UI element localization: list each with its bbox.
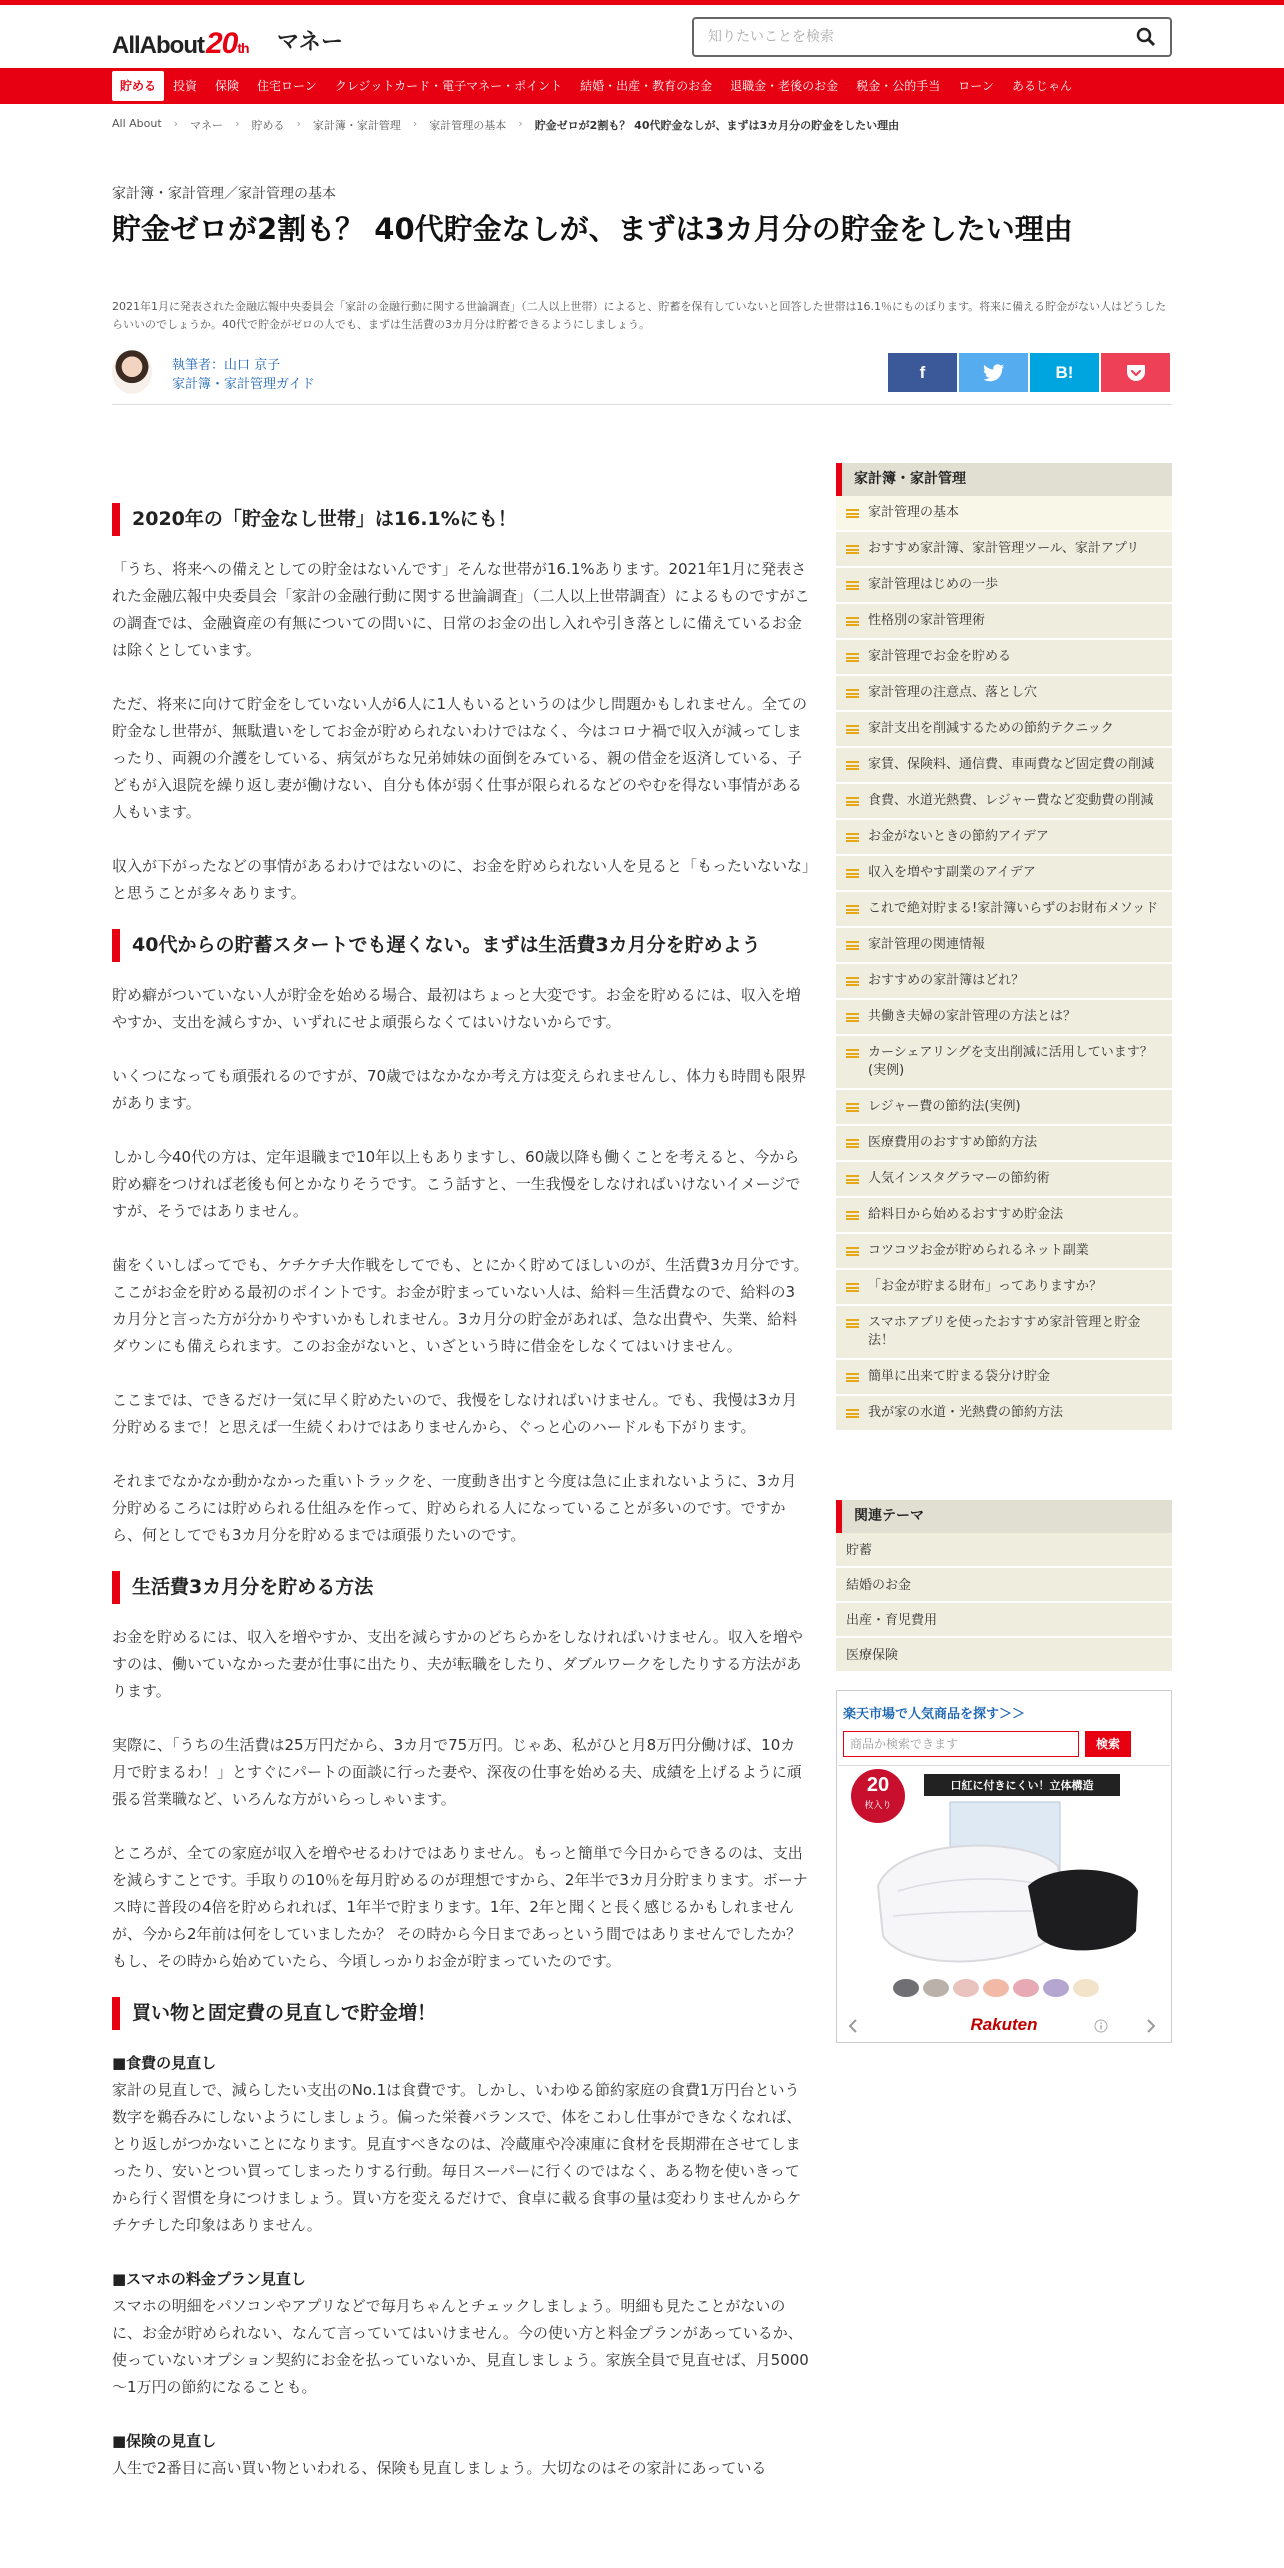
breadcrumb-link[interactable]: 家計簿・家計管理 (312, 119, 401, 132)
paragraph: しかし今40代の方は、定年退職まで10年以上もありますし、60歳以降も働くことを考えると、今から貯め癖をつければ老後も何とかなりそうです。こう話すと、一生我慢をしなければいけないイメージですが、そうではありません。 (112, 1148, 801, 1220)
article-category[interactable]: 家計簿・家計管理／家計管理の基本 (112, 186, 336, 202)
search-icon[interactable] (1136, 27, 1156, 47)
twitter-share-button[interactable] (959, 353, 1028, 392)
breadcrumb-link[interactable]: 貯める (251, 119, 285, 132)
sidebar-item[interactable] (836, 820, 1172, 856)
sidebar-item[interactable] (836, 964, 1172, 1000)
sidebar-item[interactable] (836, 1360, 1172, 1396)
sidebar-item[interactable] (836, 1306, 1172, 1360)
nav-item[interactable]: 結婚・出産・教育のお金 (580, 79, 713, 93)
sidebar-item-label: 簡単に出来て貯まる袋分け貯金 (868, 1369, 1051, 1384)
section-heading: 生活費3カ月分を貯める方法 (112, 1571, 810, 1604)
sidebar-item[interactable] (836, 1270, 1172, 1306)
list-bullet-icon (846, 617, 859, 626)
sidebar-heading[interactable]: 家計簿・家計管理 (836, 463, 1172, 496)
list-bullet-icon (846, 1175, 859, 1184)
logo-th: th (237, 40, 249, 56)
sidebar-item-label: 「お金が貯まる財布」ってありますか？ (868, 1279, 1103, 1294)
author-guide-link[interactable]: 家計簿・家計管理ガイド (172, 377, 315, 392)
sidebar-item-label: スマホアプリを使ったおすすめ家計管理と貯金法！ (868, 1315, 1141, 1348)
sidebar-item-label: 家計支出を削減するための節約テクニック (868, 721, 1114, 736)
list-bullet-icon (846, 1211, 859, 1220)
list-bullet-icon (846, 653, 859, 662)
list-bullet-icon (846, 761, 859, 770)
paragraph: ここまでは、できるだけ一気に早く貯めたいので、我慢をしなければいけません。でも、我慢は3カ月分貯めるまで！と思えば一生続くわけではありませんから、ぐっと心のハードルも下がります。 (112, 1391, 798, 1436)
sidebar-related-themes (836, 1500, 1172, 1673)
sidebar-item[interactable] (836, 856, 1172, 892)
paragraph: スマホの明細をパソコンやアプリなどで毎月ちゃんとチェックしましょう。明細も見たことがないのに、お金が貯められない、なんて言っていてはいけません。今の使い方と料金プランがあっているか、使っていないオプション契約にお金を払っていないか、見直しましょう。家族全員で見直せば、月5000～1万円の節約になることも。 (112, 2297, 809, 2396)
paragraph: それまでなかなか動かなかった重いトラックを、一度動き出すと今度は急に止まれないように、3カ月分貯めるころには貯められる仕組みを作って、貯められる人になっていることが多いのです。ですから、何としてでも3カ月分を貯めるまでは頑張りたいのです。 (112, 1472, 797, 1544)
search-box[interactable] (692, 17, 1172, 57)
rakuten-link[interactable]: 楽天市場で人気商品を探す＞＞ (843, 1707, 1026, 1722)
list-bullet-icon (846, 869, 859, 878)
paragraph: 「うち、将来への備えとしての貯金はないんです」そんな世帯が16.1%あります。2021年1月に発表された金融広報中央委員会「家計の金融行動に関する世論調査」（二人以上世帯調査）によるものですがこの調査では、金融資産の有無についての問いに、日常のお金の出し入れや引き落としに備えているお金は除くとしています。 (112, 560, 810, 659)
sidebar-item[interactable] (836, 1126, 1172, 1162)
list-bullet-icon (846, 545, 859, 554)
list-bullet-icon (846, 1103, 859, 1112)
nav-item[interactable]: あるじゃん (1011, 79, 1072, 93)
breadcrumb-current: 貯金ゼロが2割も？ 40代貯金なしが、まずは3カ月分の貯金をしたい理由 (534, 119, 900, 132)
paragraph: 収入が下がったなどの事情があるわけではないのに、お金を貯められない人を見ると「もったいないな」と思うことが多々あります。 (112, 857, 810, 902)
sidebar-item-label: お金がないときの節約アイデア (868, 829, 1049, 844)
sidebar-item-label: 家計管理でお金を貯める (868, 649, 1012, 664)
list-bullet-icon (846, 797, 859, 806)
paragraph: 人生で2番目に高い買い物といわれる、保険も見直しましょう。大切なのはその家計にあっている (112, 2459, 767, 2477)
info-icon[interactable] (1094, 2019, 1108, 2033)
sidebar-item[interactable] (836, 1000, 1172, 1036)
list-bullet-icon (846, 1049, 859, 1058)
sidebar-item-label: 収入を増やす副業のアイデア (868, 865, 1036, 880)
related-theme-item[interactable]: 貯蓄 (836, 1533, 1172, 1568)
list-bullet-icon (846, 1247, 859, 1256)
section-heading: 2020年の「貯金なし世帯」は16.1%にも！ (112, 503, 810, 536)
sidebar-item-label: 家計管理の注意点、落とし穴 (868, 685, 1038, 700)
pocket-icon (1126, 364, 1146, 382)
rakuten-search-input[interactable] (843, 1731, 1079, 1757)
nav-item[interactable]: 住宅ローン (257, 79, 317, 93)
breadcrumb-link[interactable]: 家計管理の基本 (429, 119, 507, 132)
sidebar-category (836, 463, 1172, 1432)
related-theme-item[interactable]: 出産・育児費用 (836, 1603, 1172, 1638)
breadcrumb-separator-icon: › (173, 117, 179, 130)
breadcrumb-separator-icon: › (235, 117, 240, 130)
site-header (0, 5, 1284, 68)
nav-item[interactable]: 退職金・老後のお金 (730, 79, 839, 93)
paragraph: いくつになっても頑張れるのですが、70歳ではなかなか考え方は変えられませんし、体力も時間も限界があります。 (112, 1067, 807, 1112)
sidebar-item-label: 共働き夫婦の家計管理の方法とは？ (868, 1009, 1077, 1024)
nav-item[interactable]: ローン (958, 79, 994, 93)
paragraph: 家計の見直しで、減らしたい支出のNo.1は食費です。しかし、いわゆる節約家庭の食費1万円台という数字を鵜呑みにしないようにしましょう。偏った栄養バランスで、体をこわし仕事ができなくなれば、とり返しがつかないことになります。見直すべきなのは、冷蔵庫や冷凍庫に食材を長期滞在させてしまったり、安いとつい買ってしまったりする行動。毎日スーパーに行くのではなく、ある物を使いきってから行く習慣を身につけましょう。買い方を変えるだけで、食卓に載る食事の量は変わりませんからケチケチした印象はありません。 (112, 2081, 802, 2234)
sidebar-item[interactable] (836, 532, 1172, 568)
author-name[interactable]: 執筆者：山口 京子 (172, 358, 281, 373)
sidebar-item[interactable] (836, 496, 1172, 532)
related-theme-item[interactable]: 医療保険 (836, 1638, 1172, 1673)
sidebar-item-label: これで絶対貯まる!家計簿いらずのお財布メソッド (868, 901, 1159, 916)
sidebar-item[interactable] (836, 568, 1172, 604)
nav-item[interactable]: 保険 (215, 79, 240, 93)
paragraph: お金を貯めるには、収入を増やすか、支出を減らすかのどちらかをしなければいけません。収入を増やすのは、働いていなかった妻が仕事に出たり、夫が転職をしたり、ダブルワークをしたりする方法があります。 (112, 1628, 803, 1700)
header-divider (112, 404, 1172, 405)
sidebar-item-label: 我が家の水道・光熱費の節約方法 (868, 1405, 1064, 1420)
ad-badge-count: 20 (866, 1774, 890, 1796)
paragraph: ただ、将来に向けて貯金をしていない人が6人に1人もいるというのは少し問題かもしれません。全ての貯金なし世帯が、無駄遣いをしてお金が貯められないわけではなく、今はコロナ禍で収入が減ってしまったり、両親の介護をしている、病気がちな兄弟姉妹の面倒をみている、親の借金を返済している、子どもが入退院を繰り返し妻が働けない、自分も体が弱く仕事が限られるなどのやむを得ない事情がある人もいます。 (112, 695, 807, 821)
sidebar-item[interactable] (836, 748, 1172, 784)
logo-text: AllAbout (112, 32, 204, 59)
list-bullet-icon (846, 941, 859, 950)
rakuten-search-button[interactable]: 検索 (1085, 1731, 1131, 1757)
sub-heading: ■保険の見直し (112, 2432, 217, 2450)
breadcrumb-separator-icon: › (296, 117, 301, 130)
sidebar-item-label: レジャー費の節約法(実例) (868, 1099, 1021, 1114)
list-bullet-icon (846, 833, 859, 842)
list-bullet-icon (846, 689, 859, 698)
sidebar-item-label: 家計管理はじめの一歩 (868, 577, 999, 592)
category-nav (0, 68, 1284, 104)
sidebar-item[interactable] (836, 1396, 1172, 1432)
sidebar-item-label: 人気インスタグラマーの節約術 (868, 1171, 1050, 1186)
sidebar-item-label: 性格別の家計管理術 (868, 613, 986, 628)
sidebar-item[interactable] (836, 892, 1172, 928)
list-bullet-icon (846, 581, 859, 590)
paragraph: 貯め癖がついていない人が貯金を始める場合、最初はちょっと大変です。お金を貯めるには、収入を増やすか、支出を減らすか、いずれにせよ頑張らなくてはいけないからです。 (112, 986, 801, 1031)
nav-item[interactable]: 税金・公的手当 (856, 79, 941, 93)
breadcrumb-separator-icon: › (518, 117, 523, 130)
list-bullet-icon (846, 1319, 859, 1328)
pocket-share-button[interactable] (1101, 353, 1170, 392)
related-theme-item[interactable]: 結婚のお金 (836, 1568, 1172, 1603)
sidebar-item[interactable] (836, 676, 1172, 712)
list-bullet-icon (846, 509, 859, 518)
list-bullet-icon (846, 1409, 859, 1418)
ad-banner-text: 口紅に付きにくい！立体構造 (950, 1779, 1094, 1792)
list-bullet-icon (846, 725, 859, 734)
article-title: 貯金ゼロが2割も？ 40代貯金なしが、まずは3カ月分の貯金をしたい理由 (112, 212, 1073, 246)
twitter-icon (983, 364, 1005, 382)
mask-ad-image[interactable] (838, 1765, 1170, 2007)
nav-item[interactable]: 投資 (173, 79, 198, 93)
paragraph: ところが、全ての家庭が収入を増やせるわけではありません。もっと簡単で今日からできるのは、支出を減らすことです。手取りの10％を毎月貯めるのが理想ですから、2年半で3カ月分貯まります。ボーナス時に普段の4倍を貯められれば、1年半で貯まります。1年、2年と聞くと長く感じるかもしれませんが、今から2年前は何をしていましたか？ その時から今日まであっという間ではありませんでしたか？ もし、その時から始めていたら、今頃しっかりお金が貯まっていたのです。 (112, 1844, 808, 1970)
facebook-share-button[interactable] (888, 353, 957, 392)
nav-item[interactable]: クレジットカード・電子マネー・ポイント (334, 79, 563, 93)
sidebar-item-label: 医療費用のおすすめ節約方法 (868, 1135, 1038, 1150)
sidebar-item[interactable] (836, 1234, 1172, 1270)
sidebar-item-label: おすすめの家計簿はどれ？ (868, 973, 1025, 988)
sidebar-item-label: 家計管理の関連情報 (868, 937, 986, 952)
list-bullet-icon (846, 1013, 859, 1022)
sidebar-item-label: コツコツお金が貯められるネット副業 (868, 1243, 1089, 1258)
author-avatar[interactable] (112, 350, 152, 394)
list-bullet-icon (846, 1139, 859, 1148)
list-bullet-icon (846, 905, 859, 914)
sub-heading: ■スマホの料金プラン見直し (112, 2270, 306, 2288)
ad-badge-unit: 枚入り (864, 1801, 892, 1811)
sidebar-item[interactable] (836, 1198, 1172, 1234)
breadcrumb-link[interactable]: All About (112, 117, 162, 130)
breadcrumb-separator-icon: › (412, 117, 418, 130)
sidebar-item[interactable] (836, 928, 1172, 964)
sidebar-item-label: 家計管理の基本 (868, 505, 960, 520)
sidebar-item-label: おすすめ家計簿、家計管理ツール、家計アプリ (868, 541, 1140, 556)
rakuten-widget (836, 1690, 1172, 2043)
allabout-logo[interactable] (112, 27, 249, 61)
list-bullet-icon (846, 1283, 859, 1292)
paragraph: 歯をくいしばってでも、ケチケチ大作戦をしてでも、とにかく貯めてほしいのが、生活費3カ月分です。ここがお金を貯める最初のポイントです。お金が貯まっていない人は、給料＝生活費なので、給料の3カ月分と言った方が分かりやすいかもしれません。3カ月分の貯金があれば、急な出費や、失業、給料ダウンにも備えられます。このお金がないと、いざという時に借金をしなくてはいけません。 (112, 1256, 809, 1355)
article-lead: 2021年1月に発表された金融広報中央委員会「家計の金融行動に関する世論調査」（二人以上世帯）によると、貯蓄を保有していないと回答した世帯は16.1％にものぼります。将来に備える貯金がない人はどうしたらいいのでしょうか。40代で貯金がゼロの人でも、まずは生活費の3カ月分は貯蓄できるようにしましょう。 (112, 300, 1167, 331)
hatena-icon: B! (1055, 362, 1074, 382)
list-bullet-icon (846, 977, 859, 986)
logo-20: 20 (205, 27, 238, 60)
sidebar-item-label: 食費、水道光熱費、レジャー費など変動費の削減 (868, 793, 1154, 808)
sidebar-item[interactable] (836, 712, 1172, 748)
breadcrumb-link[interactable]: マネー (190, 119, 224, 132)
sidebar-item[interactable] (836, 1090, 1172, 1126)
sidebar-item-label: 給料日から始めるおすすめ貯金法 (868, 1207, 1064, 1222)
rakuten-logo[interactable]: Rakuten (970, 2015, 1038, 2034)
article-body (112, 503, 810, 2482)
section-title[interactable]: マネー (277, 30, 344, 55)
search-input[interactable] (708, 27, 1108, 47)
section-heading: 40代からの貯蓄スタートでも遅くない。まずは生活費3カ月分を貯めよう (112, 929, 810, 962)
breadcrumb (112, 117, 899, 133)
paragraph: 実際に、「うちの生活費は25万円だから、3カ月で75万円。じゃあ、私がひと月8万円分働けば、10カ月で貯まるわ！」とすぐにパートの面談に行った妻や、深夜の仕事を始める夫、成績を上げるように頑張る営業職など、いろんな方がいらっしゃいます。 (112, 1736, 802, 1808)
list-bullet-icon (846, 1373, 859, 1382)
sidebar-item[interactable] (836, 604, 1172, 640)
chevron-right-icon[interactable] (1145, 2018, 1157, 2034)
sidebar-item[interactable] (836, 1036, 1172, 1090)
related-themes-heading: 関連テーマ (836, 1500, 1172, 1533)
nav-item[interactable]: 貯める (112, 71, 164, 101)
sidebar-item[interactable] (836, 640, 1172, 676)
sidebar-item-label: 家賃、保険料、通信費、車両費など固定費の削減 (868, 757, 1155, 772)
sub-heading: ■食費の見直し (112, 2054, 217, 2072)
facebook-icon: f (919, 362, 926, 382)
rakuten-footer (837, 2009, 1171, 2043)
hatena-share-button[interactable] (1030, 353, 1099, 392)
sidebar-item-label: カーシェアリングを支出削減に活用しています？(実例) (868, 1045, 1153, 1078)
sidebar-item[interactable] (836, 1162, 1172, 1198)
sidebar-item[interactable] (836, 784, 1172, 820)
section-heading: 買い物と固定費の見直しで貯金増！ (112, 1997, 810, 2030)
